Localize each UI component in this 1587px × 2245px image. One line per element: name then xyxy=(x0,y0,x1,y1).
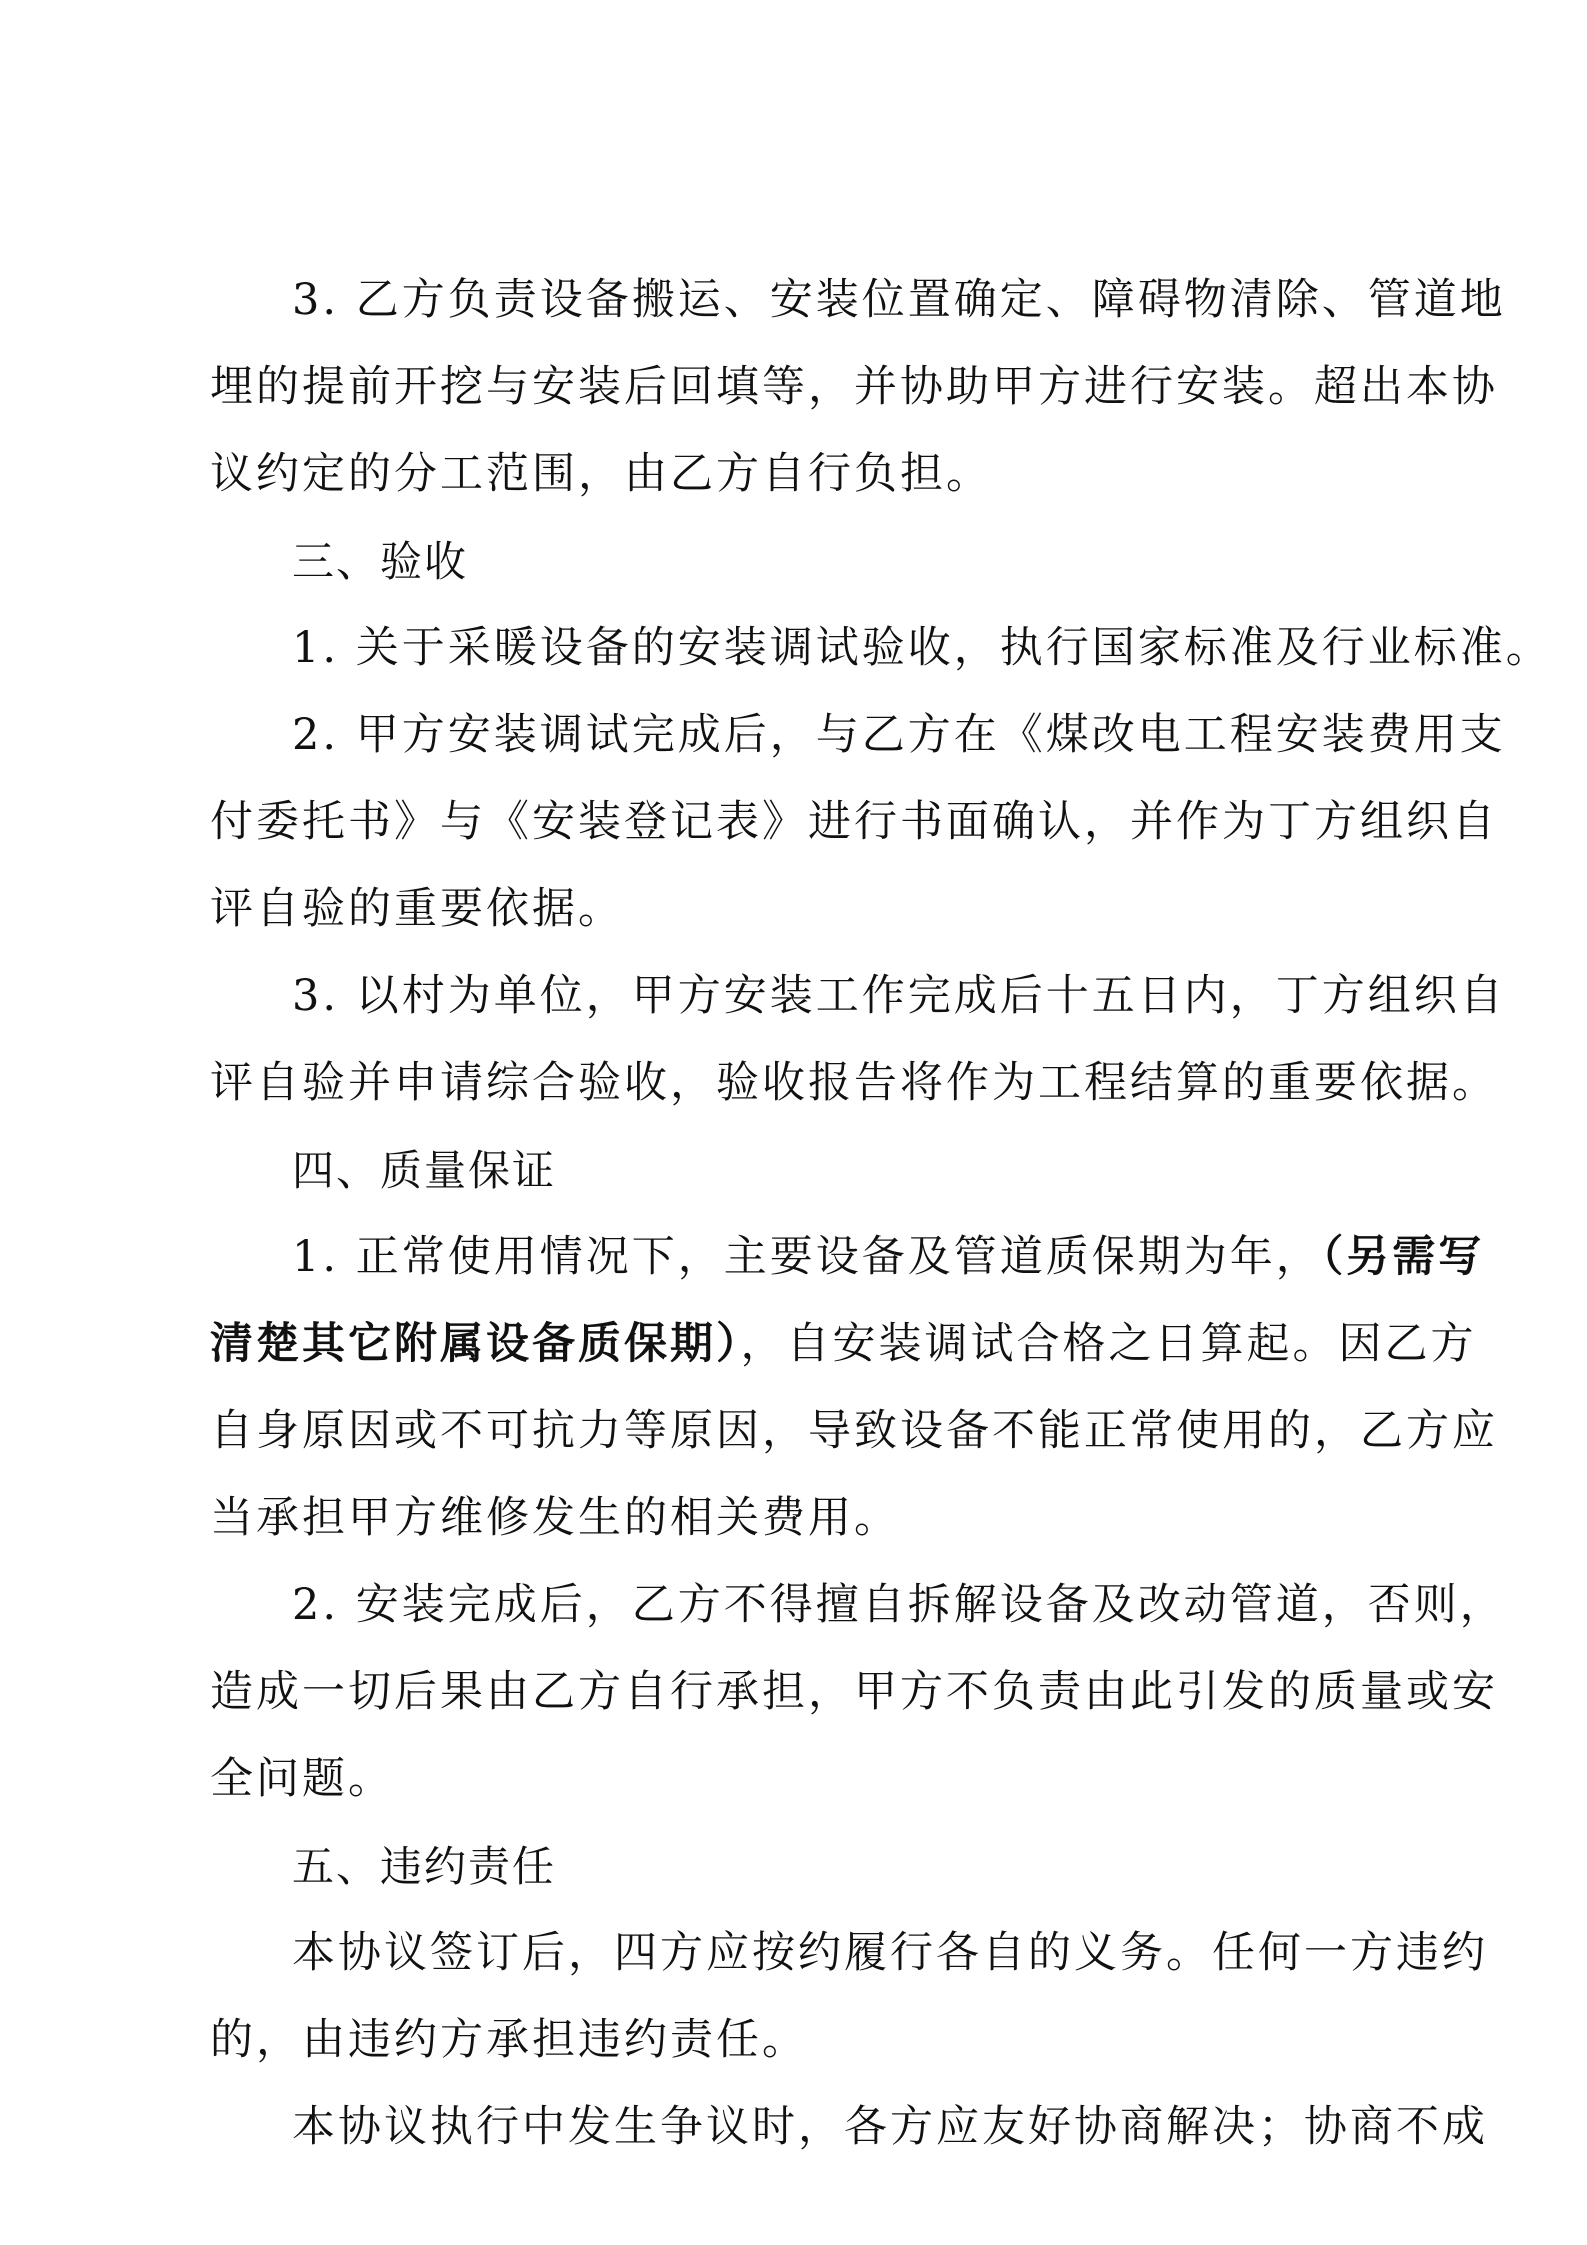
paragraph-acceptance-1 xyxy=(210,605,1552,692)
text-line: 全问题。 xyxy=(210,1754,394,1804)
paragraph-quality-1 xyxy=(210,1214,1498,1562)
document-body xyxy=(210,257,1552,2171)
text-line xyxy=(210,1301,1477,1388)
text-normal: 1. 正常使用情况下，主要设备及管道质保期为年， xyxy=(292,1232,1322,1282)
text-line: 本协议签订后，四方应按约履行各自的义务。任何一方违约 xyxy=(292,1928,1488,1978)
text-line: 2. 甲方安装调试完成后，与乙方在《煤改电工程安装费用支 xyxy=(292,710,1506,760)
paragraph-install-item-3 xyxy=(210,257,1506,518)
text-line: 议约定的分工范围，由乙方自行负担。 xyxy=(210,449,992,499)
paragraph-acceptance-2 xyxy=(210,692,1506,953)
text-line: 3. 以村为单位，甲方安装工作完成后十五日内，丁方组织自 xyxy=(292,971,1506,1021)
text-line: 评自验并申请综合验收，验收报告将作为工程结算的重要依据。 xyxy=(210,1058,1498,1108)
text-line: 自身原因或不可抗力等原因，导致设备不能正常使用的，乙方应 xyxy=(210,1406,1498,1456)
text-normal: ，自安装调试合格之日算起。因乙方 xyxy=(740,1319,1477,1369)
heading-acceptance: 三、验收 xyxy=(292,537,469,586)
text-line: 埋的提前开挖与安装后回填等，并协助甲方进行安装。超出本协 xyxy=(210,362,1498,412)
text-line: 2. 安装完成后，乙方不得擅自拆解设备及改动管道，否则， xyxy=(292,1580,1506,1630)
text-bold: （另需写 xyxy=(1321,1232,1485,1282)
text-line: 造成一切后果由乙方自行承担，甲方不负责由此引发的质量或安 xyxy=(210,1667,1498,1717)
text-line: 当承担甲方维修发生的相关费用。 xyxy=(210,1493,900,1543)
heading-quality: 四、质量保证 xyxy=(292,1146,557,1195)
paragraph-liability-1 xyxy=(210,1910,1488,2084)
text-line: 的，由违约方承担违约责任。 xyxy=(210,2015,808,2065)
paragraph-quality-2 xyxy=(210,1562,1506,1823)
text-line: 1. 关于采暖设备的安装调试验收，执行国家标准及行业标准。 xyxy=(292,623,1552,673)
text-line: 评自验的重要依据。 xyxy=(210,884,624,934)
text-line: 3. 乙方负责设备搬运、安装位置确定、障碍物清除、管道地 xyxy=(292,275,1506,325)
text-line: 付委托书》与《安装登记表》进行书面确认，并作为丁方组织自 xyxy=(210,797,1498,847)
text-bold: 清楚其它附属设备质保期） xyxy=(210,1319,741,1369)
text-line: 本协议执行中发生争议时，各方应友好协商解决；协商不成 xyxy=(292,2102,1488,2152)
heading-liability: 五、违约责任 xyxy=(292,1842,557,1891)
paragraph-liability-2 xyxy=(210,2084,1488,2171)
paragraph-acceptance-3 xyxy=(210,953,1506,1127)
text-line xyxy=(210,1214,1485,1301)
